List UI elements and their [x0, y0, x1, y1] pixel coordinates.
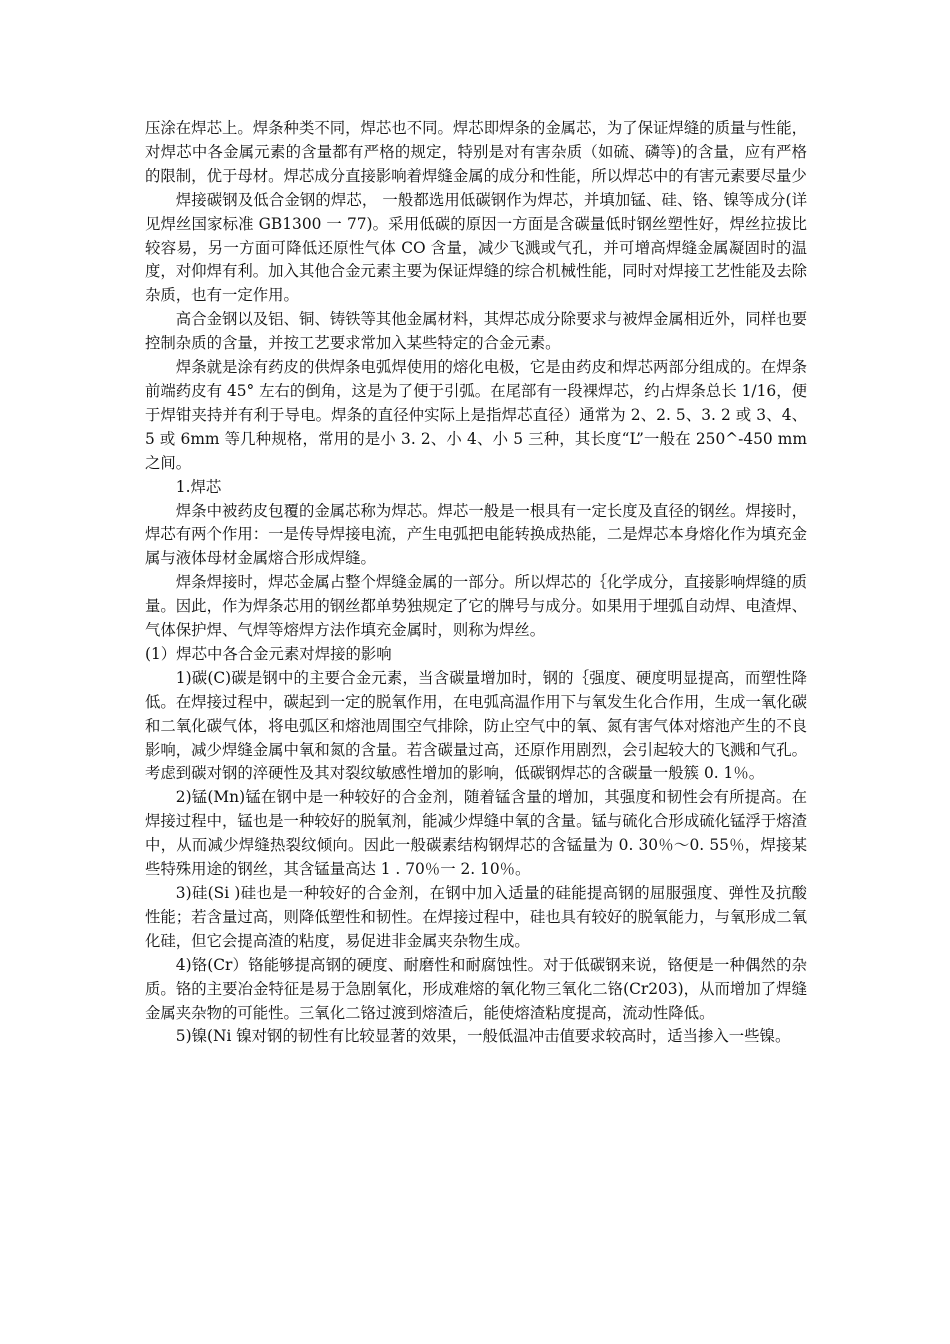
paragraph: 1)碳(C)碳是钢中的主要合金元素，当含碳量增加时，钢的｛强度、硬度明显提高，而塑性降低。在焊接过程中，碳起到一定的脱氧作用，在电弧高温作用下与氧发生化合作用，生成一氧化碳和二氧化碳气体，将电弧区和熔池周围空气排除，防止空气中的氧、氮有害气体对熔池产生的不良影响，减少焊缝金属中氧和氮的含量。若含碳量过高，还原作用剧烈，会引起较大的飞溅和气孔。考虑到碳对钢的淬硬性及其对裂纹敏感性增加的影响，低碳钢焊芯的含碳量一般簇 0. 1％。: [145, 668, 807, 783]
paragraph: 5)镍(Ni 镍对钢的韧性有比较显著的效果，一般低温冲击值要求较高时，适当掺入一些镍。: [175, 1027, 791, 1046]
paragraph: 焊条焊接时，焊芯金属占整个焊缝金属的一部分。所以焊芯的｛化学成分，直接影响焊缝的质量。因此，作为焊条芯用的钢丝都单势独规定了它的牌号与成分。如果用于埋弧自动焊、电渣焊、气体保护焊、气焊等熔焊方法作填充金属时，则称为焊丝。: [145, 573, 807, 640]
paragraph: 4)铬(Cr）铬能够提高钢的硬度、耐磨性和耐腐蚀性。对于低碳钢来说，铬便是一种偶然的杂质。铬的主要冶金特征是易于急剧氧化，形成难熔的氧化物三氧化二铬(Cr203)，从而增加了焊缝金属夹杂物的可能性。三氧化二铬过渡到熔渣后，能使熔渣粘度提高，流动性降低。: [145, 955, 807, 1022]
subsection-heading: (1）焊芯中各合金元素对焊接的影响: [145, 644, 392, 663]
paragraph: 高合金钢以及铝、铜、铸铁等其他金属材料，其焊芯成分除要求与被焊金属相近外，同样也要控制杂质的含量，并按工艺要求常加入某些特定的合金元素。: [145, 310, 807, 353]
document-body: [145, 117, 807, 1049]
paragraph: 焊接碳钢及低合金钢的焊芯， 一般都选用低碳钢作为焊芯，并填加锰、硅、铬、镍等成分(详见焊丝国家标准 GB1300 一 77)。采用低碳的原因一方面是含碳量低时钢丝塑性好，焊丝拉拔比较容易，另一方面可降低还原性气体 CO 含量，减少飞溅或气孔，并可增高焊缝金属凝固时的温度，对仰焊有利。加入其他合金元素主要为保证焊缝的综合机械性能，同时对焊接工艺性能及去除杂质，也有一定作用。: [145, 190, 807, 305]
paragraph: 焊条中被药皮包覆的金属芯称为焊芯。焊芯一般是一根具有一定长度及直径的钢丝。焊接时，焊芯有两个作用：一是传导焊接电流，产生电弧把电能转换成热能，二是焊芯本身熔化作为填充金属与液体母材金属熔合形成焊缝。: [145, 501, 807, 568]
paragraph: 3)硅(Si )硅也是一种较好的合金剂，在钢中加入适量的硅能提高钢的屈服强度、弹性及抗酸性能；若含量过高，则降低塑性和韧性。在焊接过程中，硅也具有较好的脱氧能力，与氧形成二氧化硅，但它会提高渣的粘度，易促进非金属夹杂物生成。: [145, 884, 807, 950]
paragraph: 压涂在焊芯上。焊条种类不同，焊芯也不同。焊芯即焊条的金属芯，为了保证焊缝的质量与性能，对焊芯中各金属元素的含量都有严格的规定，特别是对有害杂质（如硫、磷等)的含量，应有严格的限制，优于母材。焊芯成分直接影响着焊缝金属的成分和性能，所以焊芯中的有害元素要尽量少: [145, 119, 807, 185]
paragraph: 焊条就是涂有药皮的供焊条电弧焊使用的熔化电极，它是由药皮和焊芯两部分组成的。在焊条前端药皮有 45° 左右的倒角，这是为了便于引弧。在尾部有一段裸焊芯，约占焊条总长 1/16，便于焊钳夹持并有利于导电。焊条的直径仲实际上是指焊芯直径）通常为 2、2. 5、3. 2 或 3、4、5 或 6mm 等几种规格，常用的是小 3. 2、小 4、小 5 三种，其长度“L”一般在 250^-450 mm 之间。: [145, 358, 807, 472]
section-heading: 1.焊芯: [175, 477, 222, 496]
paragraph: 2)锰(Mn)锰在钢中是一种较好的合金剂，随着锰含量的增加，其强度和韧性会有所提高。在焊接过程中，锰也是一种较好的脱氧剂，能减少焊缝中氧的含量。锰与硫化合形成硫化锰浮于熔渣中，从而减少焊缝热裂纹倾向。因此一般碳素结构钢焊芯的含锰量为 0. 30％～0. 55％，焊接某些特殊用途的钢丝，其含锰量高达 1 . 70％一 2. 10％。: [145, 788, 807, 879]
